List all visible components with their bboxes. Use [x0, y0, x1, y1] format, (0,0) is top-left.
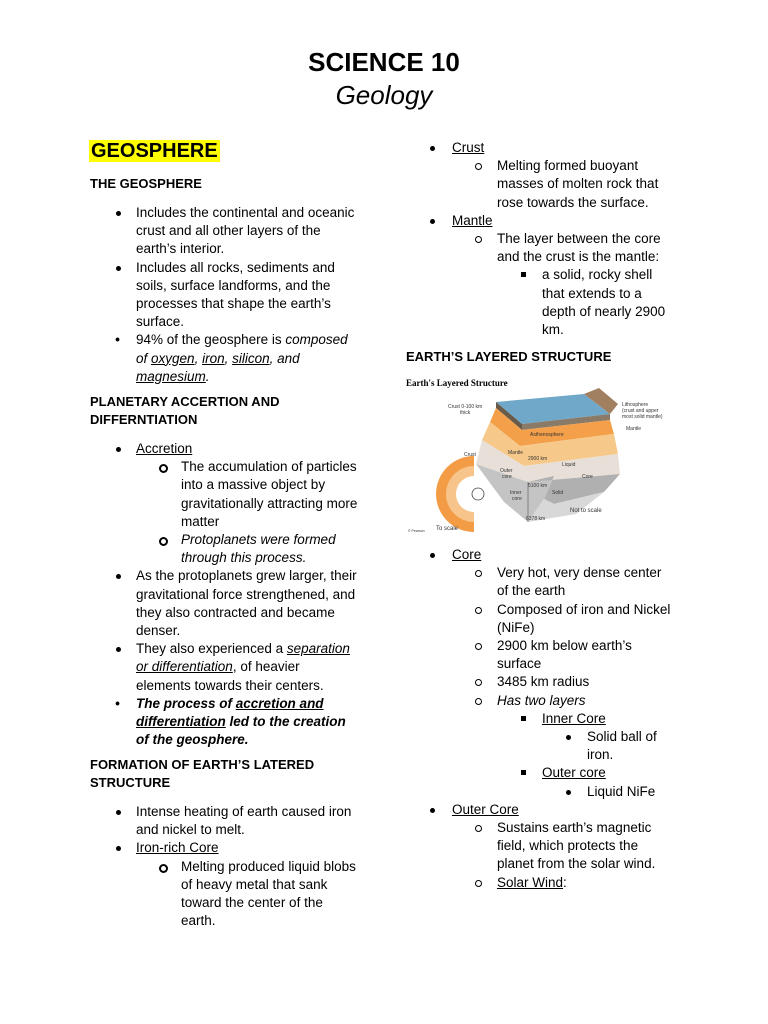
list-item: • 94% of the geosphere is composed of oxygen, iron, silicon, and magnesium. [115, 332, 348, 384]
list-item: As the protoplanets grew larger, their gravitational force strengthened, and they also contracted and became denser. [136, 567, 376, 640]
label-6378km: 6378 km [526, 516, 546, 522]
bullet-icon [475, 825, 482, 832]
label-liquid: Liquid [562, 462, 576, 468]
scale-core [472, 488, 484, 500]
list-crust-mantle [452, 139, 692, 339]
bullet-icon: • [115, 695, 120, 711]
list-item: Melting produced liquid blobs of heavy metal that sank toward the center of the earth. [181, 858, 376, 931]
list-item: Outer Core [452, 801, 692, 819]
label-to-scale: To scale [436, 526, 459, 532]
list-item: Solid ball of iron. [587, 728, 692, 764]
label-outer-core-2: core [502, 474, 512, 480]
bullet-icon [521, 770, 526, 775]
label-2900km: 2900 km [528, 456, 548, 462]
label-not-to-scale: Not to scale [570, 508, 602, 514]
bullet-icon [521, 272, 526, 277]
earth-layers-figure [404, 374, 680, 534]
list-item: 3485 km radius [497, 673, 692, 691]
bullet-icon [159, 864, 168, 873]
bullet-icon [521, 716, 526, 721]
bullet-icon [475, 679, 482, 686]
list-item: Includes all rocks, sediments and soils, surface landforms, and the processes that shape the earth’s surface. [136, 259, 376, 332]
bullet-icon [430, 146, 435, 151]
list-item: The layer between the core and the crust is the mantle: [497, 230, 692, 266]
label-outer-core: Outer [500, 468, 513, 474]
list-item: Protoplanets were formed through this process. [181, 531, 376, 567]
figure-title: Earth's Layered Structure [406, 378, 508, 388]
heading-planetary: PLANETARY ACCERTION AND DIFFERNTIATION [90, 394, 280, 428]
list-formation [136, 803, 376, 930]
bullet-icon [116, 647, 121, 652]
document-subtitle: Geology [335, 80, 433, 110]
bullet-icon [116, 846, 121, 851]
bullet-icon [475, 643, 482, 650]
label-solid: Solid [552, 490, 564, 496]
list-item: Solar Wind: [497, 874, 692, 892]
bullet-icon: • [115, 332, 120, 348]
label-crust-left: Crust [464, 452, 476, 458]
bullet-icon [430, 553, 435, 558]
label-thick: thick [460, 410, 471, 416]
list-item: Outer core [542, 764, 692, 782]
document-title: SCIENCE 10 [308, 47, 460, 77]
bullet-icon [475, 698, 482, 705]
bullet-icon [475, 236, 482, 243]
bullet-icon [116, 266, 121, 271]
bullet-icon [430, 219, 435, 224]
bullet-icon [475, 570, 482, 577]
label-lithosphere: Lithosphere [622, 402, 649, 408]
bullet-icon [475, 607, 482, 614]
label-asthenosphere: Asthenosphere [530, 432, 564, 438]
list-item: • The process of accretion and differentiation led to the creation of the geosphere. [115, 695, 346, 748]
bullet-icon [430, 808, 435, 813]
heading-formation: FORMATION OF EARTH’S LATERED STRUCTURE [90, 757, 315, 791]
label-5100km: 5100 km [528, 483, 548, 489]
list-item: They also experienced a separation or differentiation, of heavier elements towards their centers. [136, 640, 376, 695]
list-item: Mantle [452, 212, 692, 230]
label-inner-core-2: core [512, 496, 522, 502]
label-core: Core [582, 474, 593, 480]
bullet-icon [566, 790, 571, 795]
list-item: Crust [452, 139, 692, 157]
list-item: Core [452, 546, 692, 564]
list-item: Melting formed buoyant masses of molten rock that rose towards the surface. [497, 157, 692, 212]
bullet-icon [475, 163, 482, 170]
list-item: The accumulation of particles into a massive object by gravitationally attracting more matter [181, 458, 376, 531]
list-item: Sustains earth’s magnetic field, which protects the planet from the solar wind. [497, 819, 692, 874]
bullet-icon [116, 211, 121, 216]
list-item: 2900 km below earth’s surface [497, 637, 692, 673]
list-item: Iron-rich Core [136, 839, 376, 857]
list-item: a solid, rocky shell that extends to a depth of nearly 2900 km. [542, 266, 692, 339]
heading-layered-structure: EARTH’S LAYERED STRUCTURE [406, 349, 612, 364]
list-geosphere [115, 204, 376, 386]
heading-the-geosphere: THE GEOSPHERE [90, 176, 202, 191]
bullet-icon [159, 464, 168, 473]
bullet-icon [116, 810, 121, 815]
list-planetary [115, 440, 376, 749]
label-mantle-right: Mantle [626, 426, 642, 432]
bullet-icon [116, 574, 121, 579]
bullet-icon [159, 537, 168, 546]
label-credit: © Pearson [408, 529, 425, 533]
list-item: Liquid NiFe [587, 783, 692, 801]
section-title-geosphere: GEOSPHERE [91, 140, 218, 162]
label-lithosphere-2: (crust and upper [622, 408, 659, 414]
label-lithosphere-3: most solid mantle) [622, 414, 663, 420]
list-core [452, 546, 692, 892]
bullet-icon [116, 447, 121, 452]
list-item: Very hot, very dense center of the earth [497, 564, 692, 600]
list-item: Includes the continental and oceanic crust and all other layers of the earth’s interior. [136, 204, 376, 259]
bullet-icon [566, 735, 571, 740]
list-item: Inner Core [542, 710, 692, 728]
bullet-icon [475, 880, 482, 887]
earth-layers-diagram [404, 374, 680, 534]
list-item: Accretion [136, 440, 376, 458]
list-item: Intense heating of earth caused iron and nickel to melt. [136, 803, 376, 839]
list-item: Has two layers [497, 692, 692, 710]
list-item: Composed of iron and Nickel (NiFe) [497, 601, 692, 637]
label-inner-core: Inner [510, 490, 522, 496]
label-mantle-left: Mantle [508, 450, 524, 456]
label-crust-thick: Crust 0-100 km [448, 404, 483, 410]
